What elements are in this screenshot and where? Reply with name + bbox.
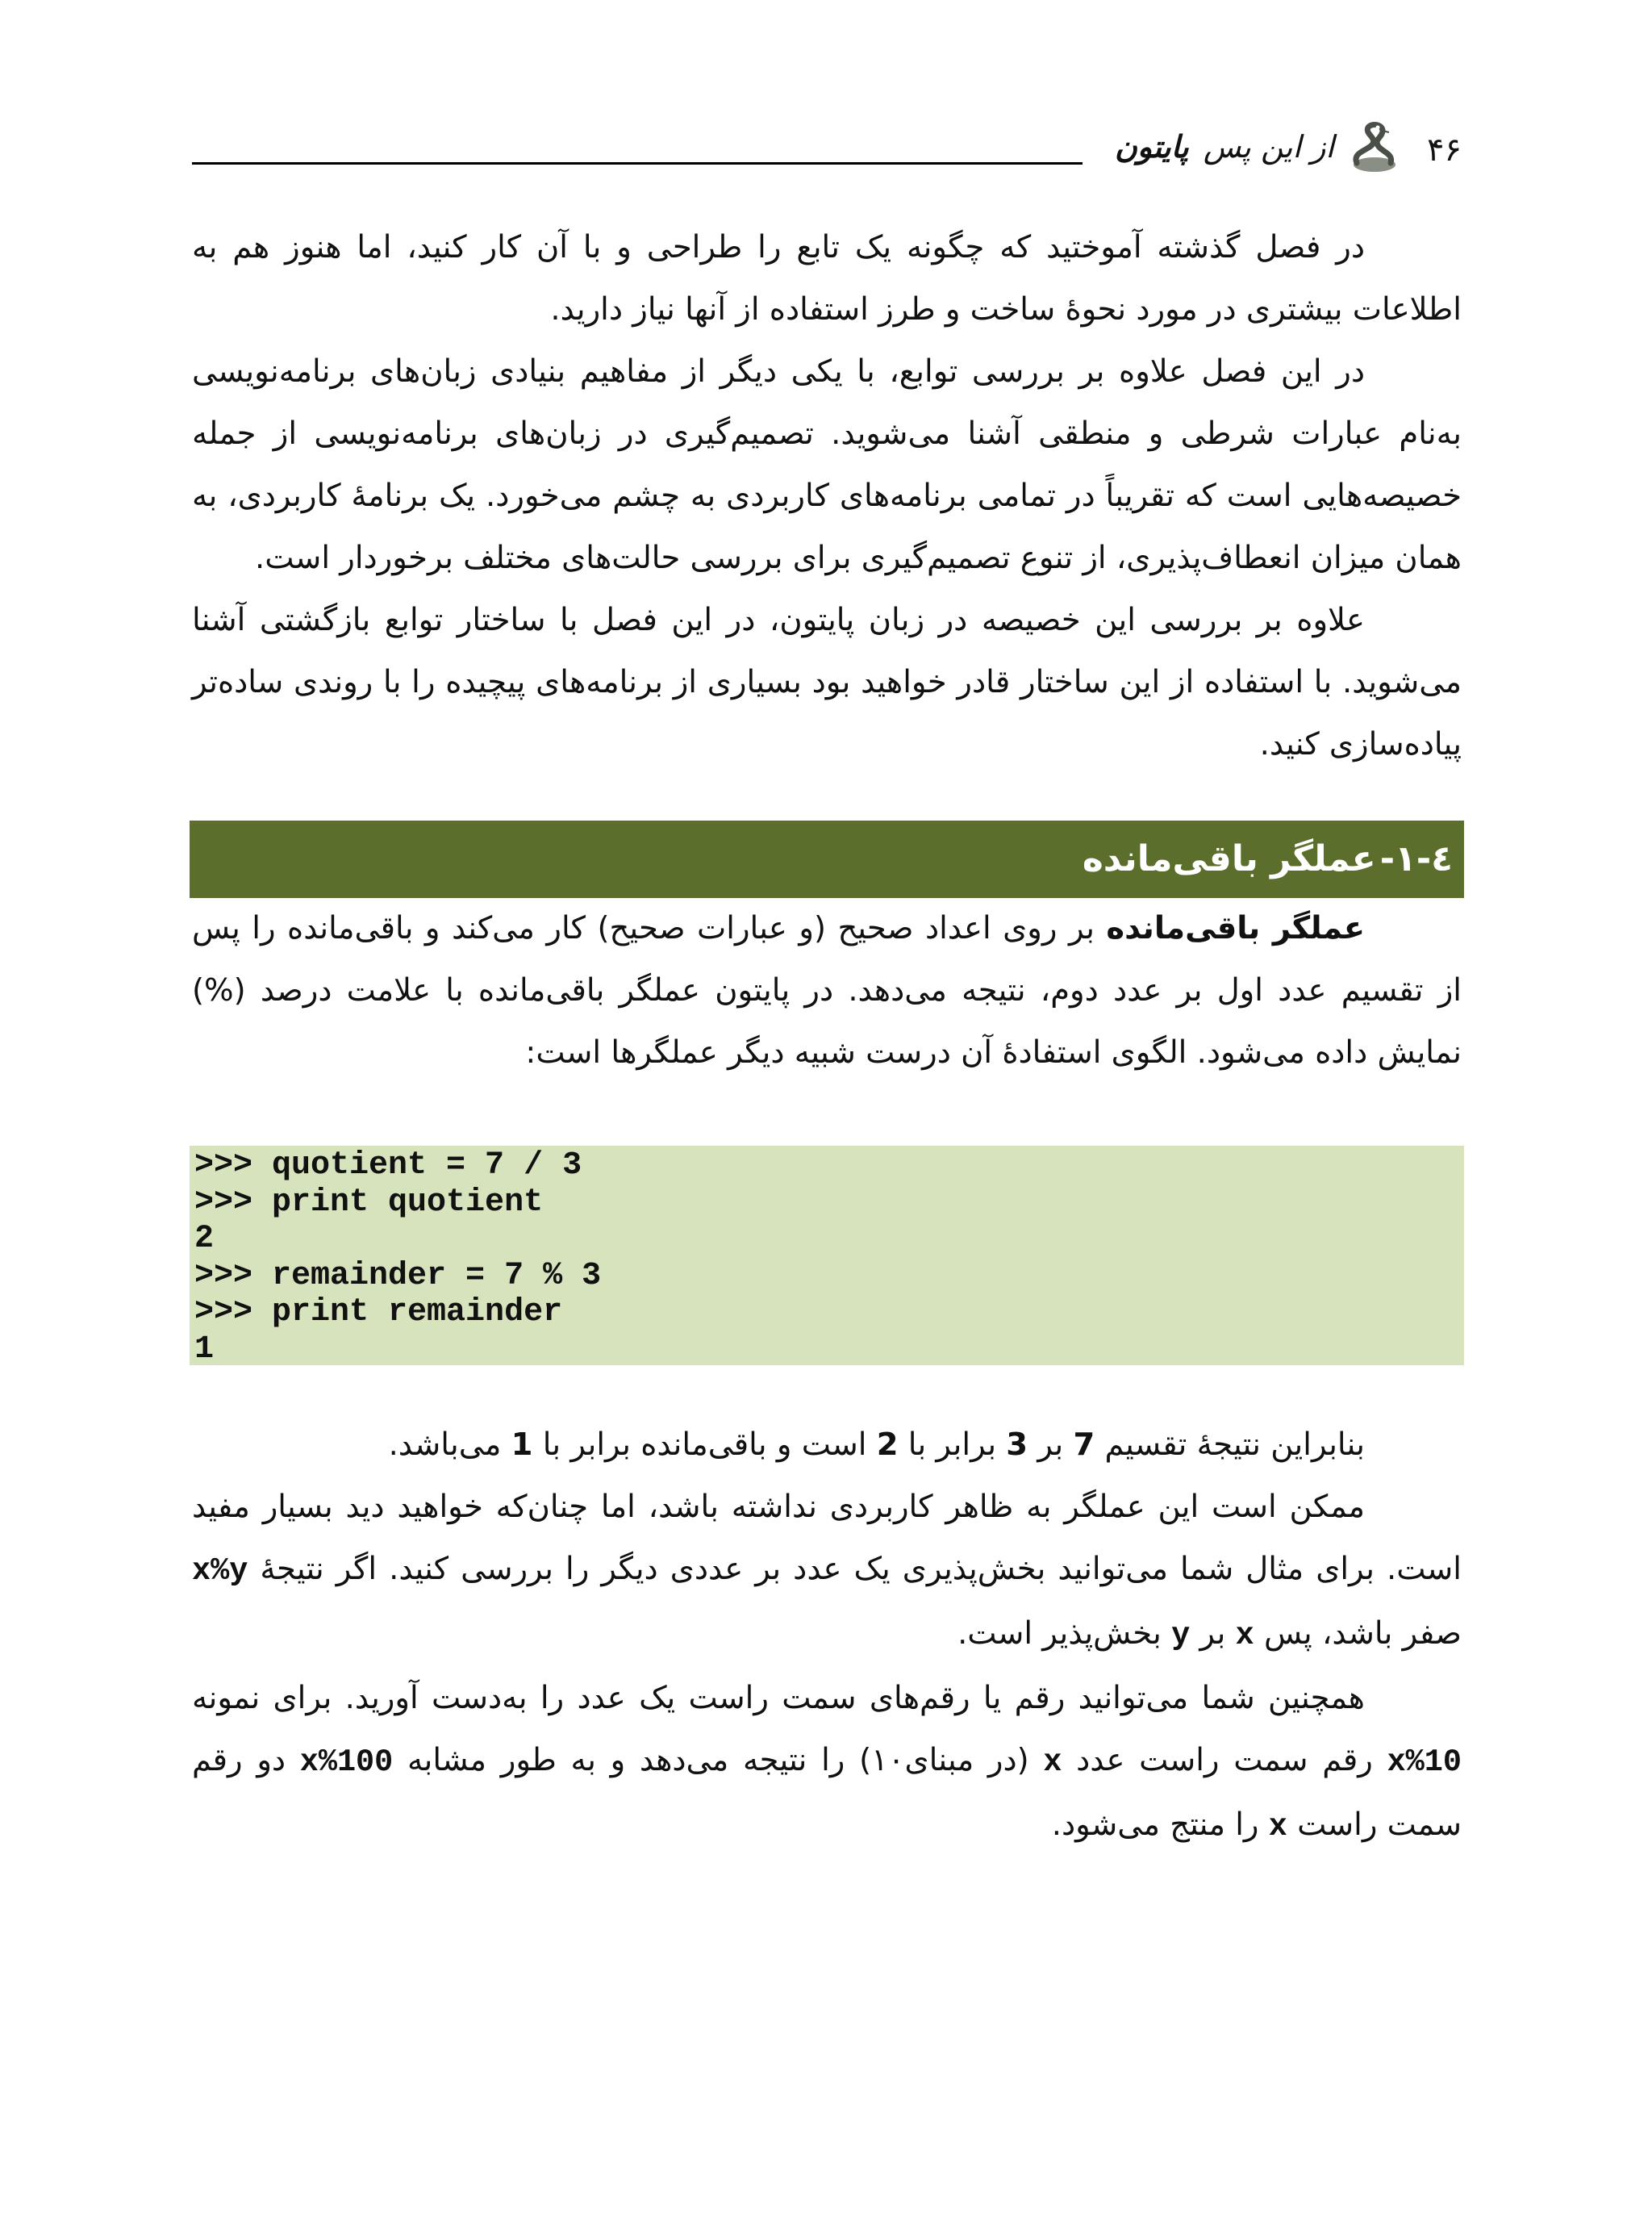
section-body — [192, 897, 1462, 1084]
code-line: 2 — [194, 1221, 215, 1257]
inline-code: x%10 — [1387, 1744, 1462, 1780]
code-line: >>> print quotient — [194, 1184, 544, 1221]
digits-paragraph — [192, 1667, 1462, 1858]
section-number: ٤-١- — [1379, 838, 1453, 879]
text-run: ممکن است این عملگر به ظاهر کاربردی نداشته باشد، اما چنان‌که خواهید دید بسیار مفید است. برای مثال شما می‌توانید بخش‌پذیری یک عدد بر عددی دیگر را بررسی کنید. اگر نتیجۀ — [192, 1489, 1462, 1587]
inline-code: x%y — [192, 1553, 248, 1589]
book-title-name: پایتون — [1115, 129, 1189, 165]
text-run: بر — [1028, 1427, 1074, 1463]
section-heading — [190, 821, 1464, 898]
number: 7 — [1073, 1427, 1095, 1463]
book-title — [1115, 131, 1334, 165]
explanation-text — [192, 1414, 1462, 1858]
inline-code: x%100 — [299, 1744, 394, 1780]
inline-code: x — [1235, 1618, 1254, 1653]
text-run: (در مبنای۱۰) را نتیجه می‌دهد و به طور مشابه — [393, 1742, 1044, 1778]
text-run: دو رقم سمت راست — [192, 1742, 1462, 1843]
intro-paragraph: در این فصل علاوه بر بررسی توابع، با یکی دیگر از مفاهیم بنیادی زبان‌های برنامه‌نویسی به‌نام عبارات شرطی و منطقی آشنا می‌شوید. تصمیم‌گیری در زبان‌های برنامه‌نویسی از جمله خصیصه‌هایی است که تقریباً در تمامی برنامه‌های کاربردی به چشم می‌خورد. یک برنامۀ کاربردی، به همان میزان انعطاف‌پذیری، از تنوع تصمیم‌گیری برای بررسی حالت‌های مختلف برخوردار است. — [192, 353, 1462, 576]
text-run: برابر با — [898, 1427, 1007, 1463]
intro-paragraph: علاوه بر بررسی این خصیصه در زبان پایتون، در این فصل با ساختار توابع بازگشتی آشنا می‌شوید. با استفاده از این ساختار قادر خواهید بود بسیاری از برنامه‌های پیچیده را با روندی ساده‌تر پیاده‌سازی کنید. — [192, 602, 1462, 762]
text-run: می‌باشد. — [388, 1427, 511, 1463]
text-run: بر — [1190, 1615, 1236, 1652]
number: 2 — [876, 1427, 899, 1463]
text-run: بنابراین نتیجۀ تقسیم — [1095, 1427, 1365, 1463]
book-title-prefix: از این پس — [1203, 129, 1334, 165]
intro-paragraph: در فصل گذشته آموختید که چگونه یک تابع را طراحی و با آن کار کنید، اما هنوز هم به اطلاعات بیشتری در مورد نحوۀ ساخت و طرز استفاده از آنها نیاز دارید. — [192, 229, 1462, 328]
inline-code: x — [1043, 1744, 1062, 1780]
page-number: ۴۶ — [1427, 132, 1462, 169]
inline-code: x — [1268, 1809, 1287, 1844]
page-header — [192, 113, 1462, 178]
result-paragraph — [192, 1414, 1462, 1476]
term-remainder-operator: عملگر باقی‌مانده — [1106, 910, 1366, 946]
code-line: 1 — [194, 1331, 215, 1368]
text-run: بخش‌پذیر است. — [957, 1615, 1172, 1652]
section-paragraph — [192, 897, 1462, 1084]
section-title: عملگر باقی‌مانده — [1082, 838, 1376, 879]
snake-icon — [1345, 119, 1404, 178]
inline-code: y — [1171, 1618, 1191, 1653]
code-line: >>> remainder = 7 % 3 — [194, 1257, 602, 1294]
number: 3 — [1006, 1427, 1028, 1463]
text-run: صفر باشد، پس — [1254, 1615, 1462, 1652]
text-run: است و باقی‌مانده برابر با — [532, 1427, 877, 1463]
text-run: را منتج می‌شود. — [1051, 1807, 1269, 1843]
header-rule — [192, 162, 1083, 165]
section-paragraph-text: بر روی اعداد صحیح (و عبارات صحیح) کار می‌کند و باقی‌مانده را پس از تقسیم عدد اول بر عدد دوم، نتیجه می‌دهد. در پایتون عملگر باقی‌مانده با علامت درصد (%) نمایش داده می‌شود. الگوی استفادۀ آن درست شبیه دیگر عملگرها است: — [192, 910, 1462, 1071]
number: 1 — [511, 1427, 533, 1463]
code-line: >>> quotient = 7 / 3 — [194, 1147, 582, 1184]
code-block — [190, 1146, 1464, 1368]
code-line: >>> print remainder — [194, 1294, 563, 1331]
text-run: رقم سمت راست عدد — [1062, 1742, 1387, 1778]
intro-text — [192, 216, 1462, 775]
text-run: همچنین شما می‌توانید رقم یا رقم‌های سمت راست یک عدد را به‌دست آورید. برای نمونه — [192, 1680, 1365, 1716]
divisibility-paragraph — [192, 1476, 1462, 1667]
